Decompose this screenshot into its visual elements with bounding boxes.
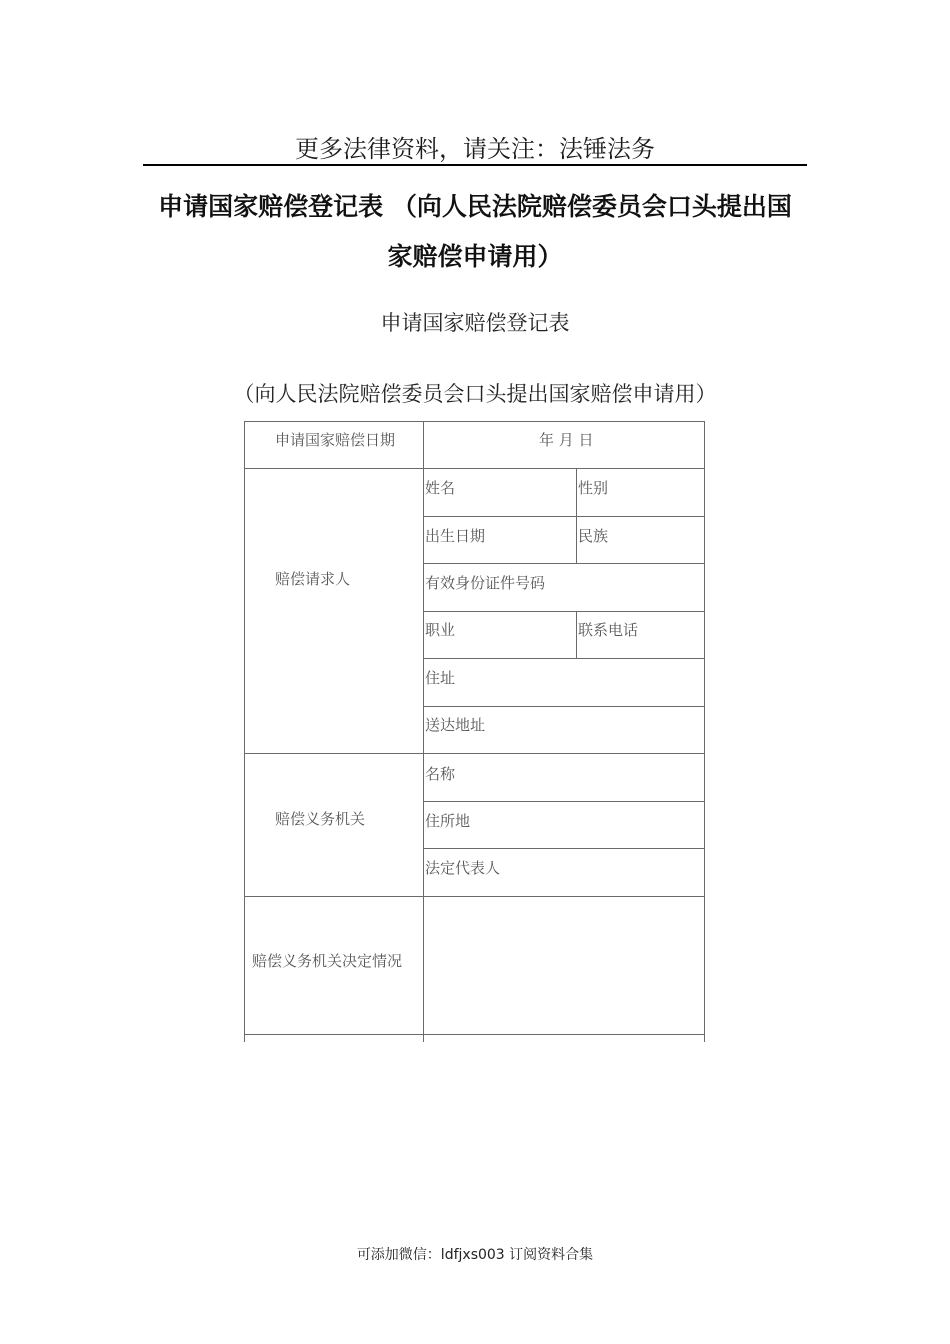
table-border-left <box>244 421 245 1042</box>
table-rule <box>423 516 705 517</box>
table-rule <box>244 1034 705 1035</box>
id-number-label: 有效身份证件号码 <box>425 574 546 592</box>
claimant-section-label: 赔偿请求人 <box>275 570 351 588</box>
table-column-divider <box>423 421 424 1042</box>
obligor-section-label: 赔偿义务机关 <box>275 810 366 828</box>
document-title <box>143 182 807 282</box>
name-label: 姓名 <box>425 479 456 497</box>
gender-label: 性别 <box>578 479 609 497</box>
table-border-top <box>244 421 705 422</box>
ethnicity-label: 民族 <box>578 527 609 545</box>
domicile-label: 住所地 <box>425 812 471 830</box>
registration-form-table <box>244 421 705 1042</box>
table-rule <box>423 801 705 802</box>
phone-label: 联系电话 <box>578 621 639 639</box>
decision-label: 赔偿义务机关决定情况 <box>252 952 403 970</box>
date-value: 年 月 日 <box>539 431 594 449</box>
title-line-2: 家赔偿申请用） <box>387 242 563 271</box>
address-label: 住址 <box>425 669 456 687</box>
table-rule <box>244 753 705 754</box>
table-border-right <box>704 421 705 1042</box>
table-rule <box>423 611 705 612</box>
date-label: 申请国家赔偿日期 <box>275 431 396 449</box>
table-rule <box>423 658 705 659</box>
table-cell-divider <box>576 611 577 659</box>
footer-note: 可添加微信：ldfjxs003 订阅资料合集 <box>356 1247 594 1263</box>
table-rule <box>423 848 705 849</box>
table-cell-divider <box>576 468 577 564</box>
delivery-address-label: 送达地址 <box>425 716 486 734</box>
table-rule <box>423 706 705 707</box>
table-rule <box>244 468 705 469</box>
title-line-1: 申请国家赔偿登记表 （向人民法院赔偿委员会口头提出国 <box>158 192 792 221</box>
table-rule <box>244 896 705 897</box>
header-banner: 更多法律资料，请关注：法锤法务 <box>143 134 807 166</box>
occupation-label: 职业 <box>425 621 456 639</box>
legal-rep-label: 法定代表人 <box>425 859 501 877</box>
form-title: 申请国家赔偿登记表 <box>380 311 570 335</box>
table-rule <box>423 563 705 564</box>
birth-date-label: 出生日期 <box>425 527 486 545</box>
obligor-name-label: 名称 <box>425 765 456 783</box>
form-subtitle: （向人民法院赔偿委员会口头提出国家赔偿申请用） <box>233 382 717 406</box>
